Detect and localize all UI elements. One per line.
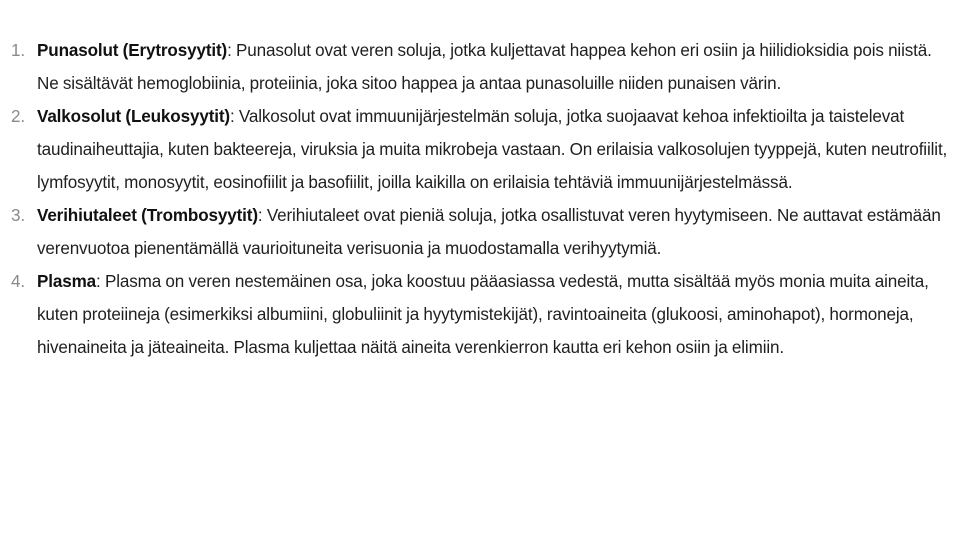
item-term: Verihiutaleet (Trombosyytit): [37, 206, 258, 225]
term-separator: :: [257, 206, 263, 225]
list-number: 4.: [11, 272, 25, 291]
list-item-plasma: [8, 265, 956, 364]
item-description: Punasolut ovat veren soluja, jotka kuljettavat happea kehon eri osiin ja hiilidioksidia pois niistä. Ne sisältävät hemoglobiinia, proteiinia, joka sitoo happea ja antaa punasoluille niiden punaisen värin.: [37, 41, 932, 93]
item-description: Plasma on veren nestemäinen osa, joka koostuu pääasiassa vedestä, mutta sisältää myös monia muita aineita, kuten proteiineja (esimerkiksi albumiini, globuliinit ja hyytymistekijät), ravintoaineita (glukoosi, aminohapot), hormoneja, hivenaineita ja jäteaineita. Plasma kuljettaa näitä aineita verenkierron kautta eri kehon osiin ja elimiin.: [37, 272, 929, 357]
term-separator: :: [96, 272, 101, 291]
list-item-red-blood-cells: [8, 34, 956, 100]
item-description: Valkosolut ovat immuunijärjestelmän soluja, jotka suojaavat kehoa infektioilta ja taistelevat taudinaiheuttajia, kuten bakteereja, viruksia ja muita mikrobeja vastaan. On erilaisia valkosolujen tyyppejä, kuten neutrofiilit, lymfosyytit, monosyytit, eosinofiilit ja basofiilit, joilla kaikilla on erilaisia tehtäviä immuunijärjestelmässä.: [37, 107, 948, 192]
list-number: 1.: [11, 41, 25, 60]
list-item-white-blood-cells: [8, 100, 956, 199]
term-separator: :: [227, 41, 232, 60]
item-description: Verihiutaleet ovat pieniä soluja, jotka osallistuvat veren hyytymiseen. Ne auttavat estämään verenvuotoa pienentämällä vaurioituneita verisuonia ja muodostamalla verihyytymiä.: [37, 206, 941, 258]
list-item-platelets: [8, 199, 956, 265]
item-term: Punasolut (Erytrosyytit): [37, 41, 228, 60]
list-number: 3.: [11, 206, 25, 225]
list-number: 2.: [11, 107, 25, 126]
blood-components-list: [8, 34, 956, 364]
item-term: Plasma: [37, 272, 97, 291]
term-separator: :: [229, 107, 235, 126]
item-term: Valkosolut (Leukosyytit): [37, 107, 230, 126]
